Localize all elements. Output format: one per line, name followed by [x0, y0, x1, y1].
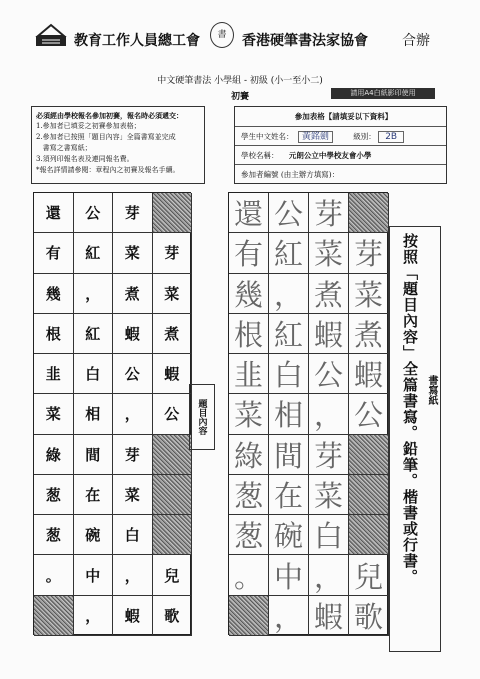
character-cell: 煮 [113, 274, 153, 314]
character-cell: ， [269, 596, 309, 636]
character-cell: 芽 [113, 435, 153, 475]
writing-paper-label: 書寫紙 [426, 375, 437, 405]
character-cell: 紅 [74, 314, 114, 354]
character-cell: 白 [74, 354, 114, 394]
character-cell: 菜 [229, 394, 269, 434]
character-cell: 在 [74, 475, 114, 515]
shaded-empty-cell [153, 193, 193, 233]
character-cell: ， [309, 555, 349, 595]
entry-form [234, 106, 447, 184]
character-cell: 紅 [269, 233, 309, 273]
notice-item: 1.參加者已填妥之初賽參加表格； [36, 122, 141, 130]
competition-title: 中文硬筆書法 小學組 - 初級 (小一至小二) [157, 76, 323, 86]
name-label: 學生中文姓名： [241, 132, 294, 141]
character-cell: 公 [309, 354, 349, 394]
character-cell: 蝦 [309, 314, 349, 354]
character-cell: 兒 [153, 555, 193, 595]
character-cell: 蝦 [113, 314, 153, 354]
character-cell: 根 [34, 314, 74, 354]
character-cell: 在 [269, 475, 309, 515]
character-cell: 根 [229, 314, 269, 354]
character-cell: 菜 [309, 475, 349, 515]
character-cell: 菜 [113, 233, 153, 273]
submission-notice [31, 106, 205, 184]
shaded-empty-cell [153, 515, 193, 555]
shaded-empty-cell [34, 596, 74, 636]
character-cell: 幾 [34, 274, 74, 314]
character-cell: 綠 [34, 435, 74, 475]
organizer-union: 教育工作人員總工會 [74, 33, 200, 49]
shaded-empty-cell [153, 435, 193, 475]
character-cell: ， [309, 394, 349, 434]
shaded-empty-cell [229, 596, 269, 636]
character-cell: 菜 [113, 475, 153, 515]
character-cell: 煮 [349, 314, 389, 354]
character-cell: ， [74, 274, 114, 314]
character-cell: 韭 [229, 354, 269, 394]
character-cell: 芽 [349, 233, 389, 273]
character-cell: 紅 [269, 314, 309, 354]
character-cell: 芽 [309, 193, 349, 233]
character-cell: 有 [34, 233, 74, 273]
shaded-empty-cell [349, 193, 389, 233]
character-cell: 芽 [113, 193, 153, 233]
character-cell: 蝦 [113, 596, 153, 636]
character-cell: 碗 [74, 515, 114, 555]
character-cell: 白 [269, 354, 309, 394]
shaded-empty-cell [153, 475, 193, 515]
notice-item: 2.參加者已按照「題目內容」全篇書寫並完成 [36, 133, 176, 141]
character-cell: ， [113, 555, 153, 595]
character-cell: 紅 [74, 233, 114, 273]
class-field[interactable]: 2B [378, 131, 404, 143]
round-label: 初賽 [230, 92, 249, 102]
character-cell: 菜 [34, 394, 74, 434]
character-cell: 菜 [309, 233, 349, 273]
shaded-empty-cell [349, 515, 389, 555]
character-cell: 中 [269, 555, 309, 595]
character-cell: 中 [74, 555, 114, 595]
character-cell: 蝦 [349, 354, 389, 394]
character-cell: 葱 [229, 515, 269, 555]
character-cell: 公 [153, 394, 193, 434]
character-cell: 間 [74, 435, 114, 475]
character-cell: 綠 [229, 435, 269, 475]
student-name-field[interactable]: 黃銘劍 [298, 131, 333, 143]
character-cell: 碗 [269, 515, 309, 555]
class-label: 級別： [353, 132, 376, 141]
character-cell: 葱 [34, 475, 74, 515]
form-heading: 參加表格【請填妥以下資料】 [294, 112, 393, 121]
topic-content-label: 題目內容 [189, 384, 215, 450]
character-cell: 公 [113, 354, 153, 394]
writing-instructions [389, 226, 441, 652]
character-cell: ， [74, 596, 114, 636]
shaded-empty-cell [349, 475, 389, 515]
character-cell: 葱 [34, 515, 74, 555]
character-cell: 白 [113, 515, 153, 555]
character-cell: 菜 [153, 274, 193, 314]
character-cell: 菜 [349, 274, 389, 314]
character-cell: 還 [34, 193, 74, 233]
writing-practice-grid [228, 192, 388, 635]
character-cell: ， [269, 274, 309, 314]
notice-footnote: *報名詳情請參閱：章程內之初賽及報名手續。 [36, 166, 180, 174]
character-cell: 歌 [349, 596, 389, 636]
character-cell: 公 [349, 394, 389, 434]
character-cell: 相 [269, 394, 309, 434]
character-cell: 歌 [153, 596, 193, 636]
character-cell: 。 [229, 555, 269, 595]
character-cell: 公 [269, 193, 309, 233]
character-cell: 兒 [349, 555, 389, 595]
organizer-association: 香港硬筆書法家協會 [242, 33, 368, 49]
shaded-empty-cell [349, 435, 389, 475]
notice-item: 書寫之書寫紙； [36, 144, 92, 152]
character-cell: 有 [229, 233, 269, 273]
notice-item: 3.須列印報名表及連同報名費。 [36, 155, 134, 163]
calligraphy-association-seal-icon: 書 [210, 22, 234, 48]
union-logo-icon [34, 22, 68, 48]
character-cell: 葱 [229, 475, 269, 515]
character-cell: 韭 [34, 354, 74, 394]
character-cell: 蝦 [309, 596, 349, 636]
character-cell: 芽 [309, 435, 349, 475]
character-cell: 間 [269, 435, 309, 475]
reference-text-grid [33, 192, 191, 635]
character-cell: 幾 [229, 274, 269, 314]
character-cell: ， [113, 394, 153, 434]
character-cell: 相 [74, 394, 114, 434]
character-cell: 煮 [153, 314, 193, 354]
print-note-badge: 請用A4白紙影印使用 [331, 88, 435, 99]
school-row [235, 145, 446, 164]
character-cell: 白 [309, 515, 349, 555]
instructions-main: 按照「題目內容」全篇書寫。鉛筆。楷書或行書。 [401, 233, 419, 585]
character-cell: 。 [34, 555, 74, 595]
character-cell: 蝦 [153, 354, 193, 394]
joint-organizers-label: 合辦 [402, 33, 430, 49]
character-cell: 芽 [153, 233, 193, 273]
character-cell: 公 [74, 193, 114, 233]
character-cell: 還 [229, 193, 269, 233]
participant-id-row [235, 164, 446, 183]
school-name-field[interactable]: 元朗公立中學校友會小學 [288, 151, 372, 160]
participant-id-label: 參加者編號 (由主辦方填寫)： [241, 170, 340, 179]
notice-heading: 必須經由學校報名參加初賽，報名時必須遞交： [36, 111, 183, 120]
name-row [235, 126, 446, 145]
school-label: 學校名稱： [241, 151, 279, 160]
character-cell: 煮 [309, 274, 349, 314]
